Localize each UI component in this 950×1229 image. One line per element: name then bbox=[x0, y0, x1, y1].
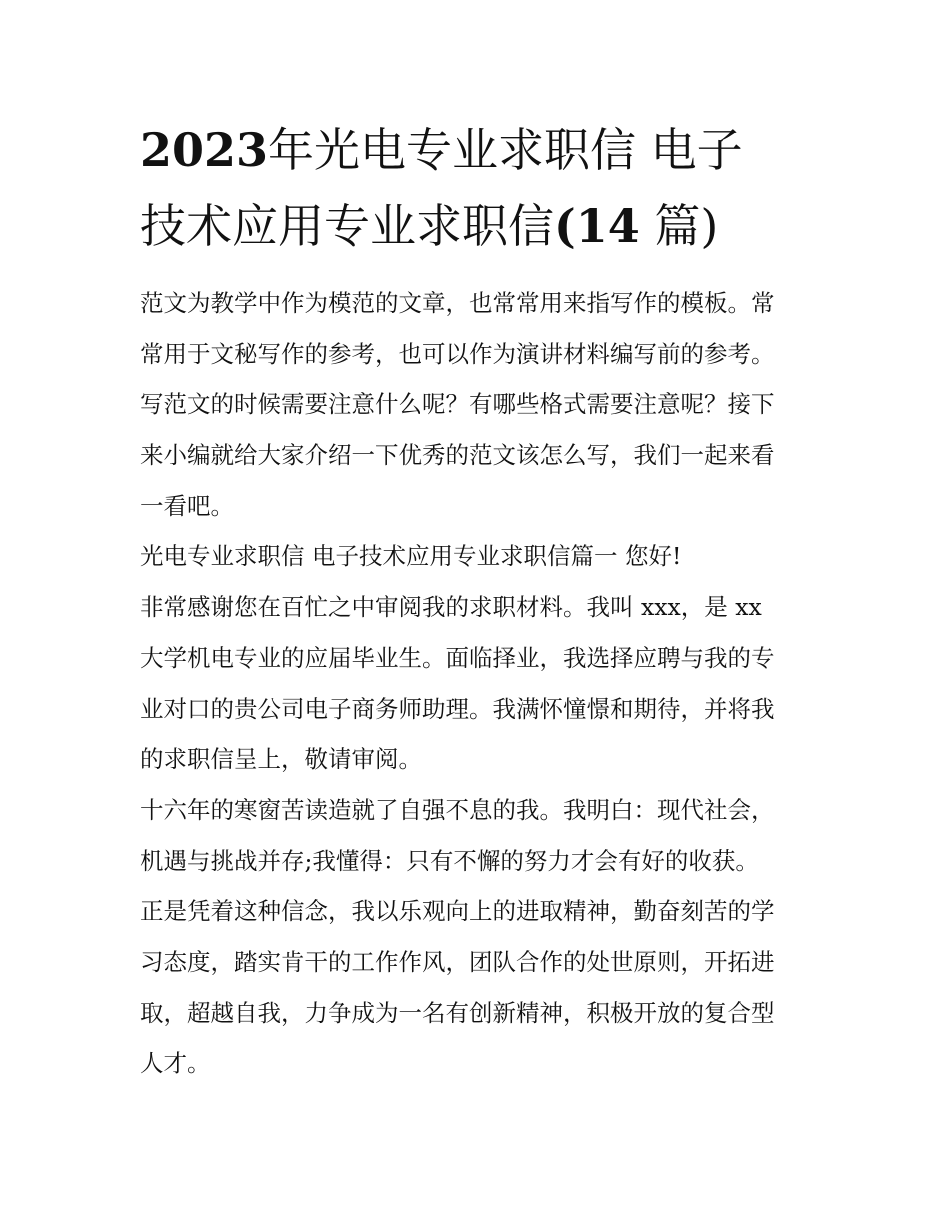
title-line-2-text: 技术应用专业求职信 bbox=[140, 199, 554, 253]
text-line: 业对口的贵公司电子商务师助理。我满怀憧憬和期待，并将我 bbox=[140, 694, 775, 723]
text-line: 写范文的时候需要注意什么呢？有哪些格式需要注意呢？接下 bbox=[140, 390, 775, 419]
document-title bbox=[140, 112, 840, 264]
title-count-suffix: 篇) bbox=[654, 199, 719, 253]
title-count: (14 bbox=[554, 199, 640, 253]
document-body bbox=[140, 278, 830, 1089]
text-line: 正是凭着这种信念，我以乐观向上的进取精神，勤奋刻苦的学 bbox=[140, 897, 775, 926]
text-line: 常用于文秘写作的参考，也可以作为演讲材料编写前的参考。 bbox=[140, 339, 775, 368]
text-line: 取，超越自我，力争成为一名有创新精神，积极开放的复合型 bbox=[140, 998, 775, 1027]
text-line: 机遇与挑战并存;我懂得：只有不懈的努力才会有好的收获。 bbox=[140, 846, 759, 875]
text-line: 大学机电专业的应届毕业生。面临择业，我选择应聘与我的专 bbox=[140, 643, 775, 672]
letter-heading-line: 光电专业求职信 电子技术应用专业求职信篇一 您好! bbox=[140, 542, 682, 571]
text-line: 十六年的寒窗苦读造就了自强不息的我。我明白：现代社会， bbox=[140, 795, 775, 824]
title-year: 2023 bbox=[140, 123, 269, 177]
text-line: 习态度，踏实肯干的工作作风，团队合作的处世原则，开拓进 bbox=[140, 947, 775, 976]
text-line: 来小编就给大家介绍一下优秀的范文该怎么写，我们一起来看 bbox=[140, 441, 775, 470]
title-line-2 bbox=[140, 188, 840, 264]
title-line-1 bbox=[140, 112, 840, 188]
text-line: 非常感谢您在百忙之中审阅我的求职材料。我叫 xxx，是 xx bbox=[140, 593, 762, 622]
text-line: 的求职信呈上，敬请审阅。 bbox=[140, 745, 422, 774]
text-line: 一看吧。 bbox=[140, 491, 234, 520]
text-line: 人才。 bbox=[140, 1049, 211, 1078]
title-line-1-text: 年光电专业求职信 电子 bbox=[268, 123, 743, 177]
text-line: 范文为教学中作为模范的文章，也常常用来指写作的模板。常 bbox=[140, 289, 775, 317]
